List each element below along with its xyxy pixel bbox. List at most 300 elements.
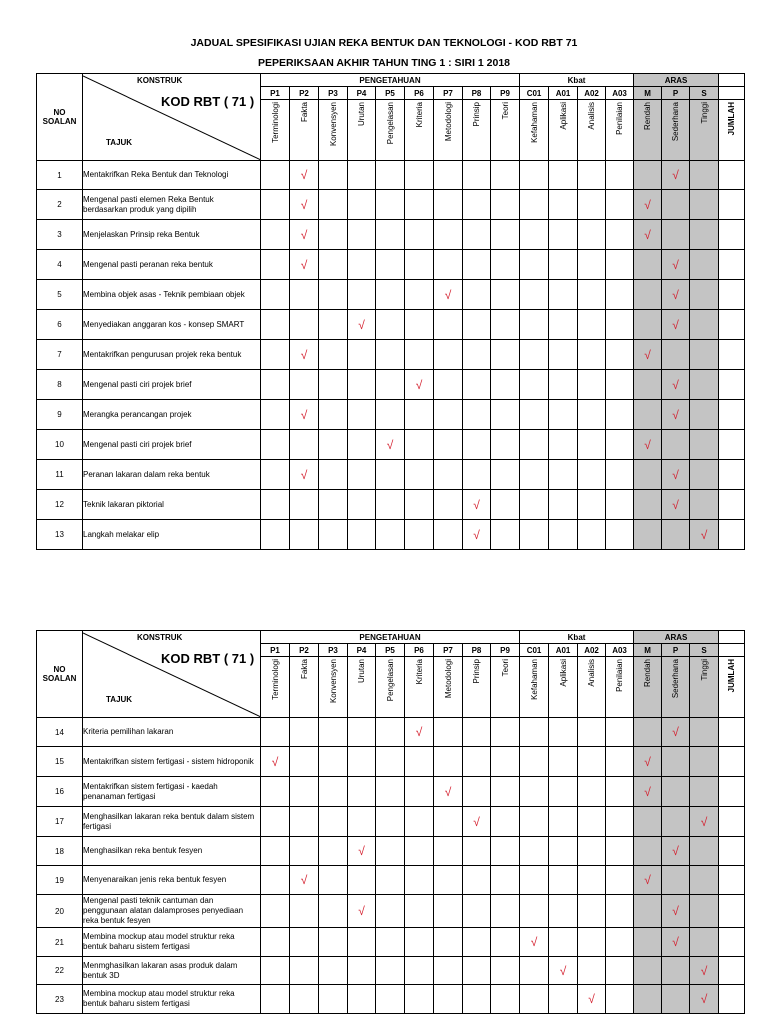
jumlah-label: JUMLAH (727, 659, 737, 693)
mark-cell (491, 280, 520, 310)
mark-cell (578, 161, 606, 190)
table-row (37, 777, 768, 807)
mark-cell (690, 161, 719, 190)
mark-cell (261, 520, 290, 550)
mark-cell (290, 807, 319, 837)
group-header-row (37, 631, 768, 644)
mark-cell (261, 250, 290, 280)
mark-cell (319, 400, 348, 430)
document-subtitle: PEPERIKSAAN AKHIR TAHUN TING 1 : SIRI 1 2018 (257, 57, 511, 69)
mark-cell (578, 895, 606, 928)
mark-cell (376, 190, 405, 220)
mark-cell (348, 520, 376, 550)
no-soalan-header: NO SOALAN (37, 631, 83, 718)
label-text: Sederhana (671, 102, 681, 142)
mark-cell (434, 490, 463, 520)
label-text: Urutan (357, 102, 366, 127)
mark-cell (491, 340, 520, 370)
label-fakta (290, 100, 319, 161)
table-row (37, 837, 768, 866)
mark-cell (634, 807, 662, 837)
kbat-header: Kbat (520, 631, 634, 644)
label-metodologi (434, 657, 463, 718)
mark-cell (376, 520, 405, 550)
code-p1: P1 (261, 644, 290, 657)
mark-cell (463, 866, 491, 895)
tajuk-label: TAJUK (106, 695, 133, 704)
mark-cell (520, 161, 549, 190)
mark-cell (662, 310, 690, 340)
mark-cell (578, 985, 606, 1014)
mark-cell (662, 400, 690, 430)
jumlah-cell (719, 370, 745, 400)
jumlah-cell (719, 866, 745, 895)
check-mark: √ (644, 784, 651, 799)
mark-cell (690, 895, 719, 928)
mark-cell (376, 370, 405, 400)
mark-cell (376, 807, 405, 837)
mark-cell (606, 490, 634, 520)
mark-cell (634, 161, 662, 190)
mark-cell (463, 520, 491, 550)
mark-cell (261, 490, 290, 520)
question-number: 22 (37, 957, 83, 985)
diagonal-divider (83, 631, 261, 717)
mark-cell (491, 928, 520, 957)
mark-cell (348, 866, 376, 895)
mark-cell (405, 310, 434, 340)
label-kefahaman (520, 100, 549, 161)
mark-cell (690, 250, 719, 280)
mark-cell (434, 400, 463, 430)
check-mark: √ (386, 437, 394, 452)
jumlah-label: JUMLAH (727, 102, 737, 136)
check-mark: √ (300, 467, 308, 482)
mark-cell (690, 777, 719, 807)
mark-cell (463, 928, 491, 957)
mark-cell (578, 460, 606, 490)
mark-cell (434, 807, 463, 837)
mark-cell (662, 807, 690, 837)
mark-cell (261, 340, 290, 370)
label-text: Analisis (587, 102, 597, 130)
jumlah-cell (719, 250, 745, 280)
label-sederhana (662, 100, 690, 161)
table-row (37, 490, 768, 520)
code-p8: P8 (463, 644, 491, 657)
label-text: Konvensyen (328, 102, 338, 147)
jumlah-cell (719, 460, 745, 490)
jumlah-header (719, 100, 745, 161)
mark-cell (520, 747, 549, 777)
table-row (37, 460, 768, 490)
check-mark: √ (672, 257, 679, 272)
table-row (37, 928, 768, 957)
mark-cell (405, 957, 434, 985)
label-text: Prinsip (472, 659, 481, 684)
table-row (37, 370, 768, 400)
label-text: Tinggi (699, 659, 709, 681)
check-mark: √ (415, 377, 423, 392)
mark-cell (434, 747, 463, 777)
check-mark: √ (644, 873, 651, 887)
mark-cell (690, 520, 719, 550)
mark-cell (578, 220, 606, 250)
code-c01: C01 (520, 644, 549, 657)
mark-cell (578, 928, 606, 957)
mark-cell (261, 807, 290, 837)
konstruk-tajuk-header (83, 74, 261, 161)
label-rendah (634, 100, 662, 161)
check-mark: √ (644, 754, 651, 769)
mark-cell (549, 866, 578, 895)
label-text: Penilaian (615, 102, 625, 135)
mark-cell (434, 985, 463, 1014)
table-row (37, 520, 768, 550)
mark-cell (261, 777, 290, 807)
mark-cell (319, 430, 348, 460)
mark-cell (348, 340, 376, 370)
mark-cell (376, 957, 405, 985)
mark-cell (578, 250, 606, 280)
label-analisis (578, 657, 606, 718)
mark-cell (463, 310, 491, 340)
mark-cell (690, 866, 719, 895)
mark-cell (290, 161, 319, 190)
mark-cell (634, 340, 662, 370)
mark-cell (578, 400, 606, 430)
mark-cell (662, 718, 690, 747)
jumlah-cell (719, 718, 745, 747)
label-text: Metodologi (443, 659, 453, 699)
mark-cell (348, 370, 376, 400)
mark-cell (261, 747, 290, 777)
mark-cell (491, 490, 520, 520)
mark-cell (549, 190, 578, 220)
mark-cell (405, 777, 434, 807)
table-row (37, 220, 768, 250)
mark-cell (606, 747, 634, 777)
jumlah-cell (719, 400, 745, 430)
jumlah-cell (719, 190, 745, 220)
jumlah-cell (719, 520, 745, 550)
table-row (37, 718, 768, 747)
code-p3: P3 (319, 87, 348, 100)
question-number: 10 (37, 430, 83, 460)
mark-cell (578, 747, 606, 777)
mark-cell (662, 220, 690, 250)
question-topic: Mengenal pasti elemen Reka Bentuk berdasarkan produk yang dipilih (83, 190, 261, 220)
mark-cell (376, 777, 405, 807)
code-p: P (662, 87, 690, 100)
mark-cell (348, 250, 376, 280)
mark-cell (690, 370, 719, 400)
label-tinggi (690, 100, 719, 161)
mark-cell (319, 250, 348, 280)
mark-cell (634, 957, 662, 985)
mark-cell (634, 837, 662, 866)
mark-cell (405, 250, 434, 280)
check-mark: √ (644, 347, 651, 362)
mark-cell (578, 866, 606, 895)
mark-cell (690, 985, 719, 1014)
question-topic: Mengenal pasti teknik cantuman dan penggunaan alatan dalamproses penyediaan reka bentuk fesyen (83, 895, 261, 928)
mark-cell (606, 928, 634, 957)
check-mark: √ (672, 168, 679, 182)
mark-cell (491, 430, 520, 460)
mark-cell (348, 747, 376, 777)
label-konvensyen (319, 100, 348, 161)
mark-cell (662, 370, 690, 400)
mark-cell (319, 807, 348, 837)
question-number: 9 (37, 400, 83, 430)
check-mark: √ (700, 963, 708, 978)
label-kriteria (405, 100, 434, 161)
mark-cell (578, 837, 606, 866)
mark-cell (549, 747, 578, 777)
code-p5: P5 (376, 644, 405, 657)
mark-cell (405, 280, 434, 310)
tajuk-label: TAJUK (106, 138, 133, 147)
check-mark: √ (300, 257, 308, 272)
mark-cell (463, 957, 491, 985)
label-text: Kefahaman (529, 659, 539, 700)
label-teori (491, 100, 520, 161)
code-m: M (634, 644, 662, 657)
mark-cell (376, 400, 405, 430)
label-text: Terminologi (270, 659, 280, 700)
code-a02: A02 (578, 87, 606, 100)
mark-cell (690, 310, 719, 340)
table-row (37, 250, 768, 280)
mark-cell (690, 340, 719, 370)
label-text: Teori (500, 659, 510, 677)
mark-cell (463, 161, 491, 190)
mark-cell (520, 190, 549, 220)
question-topic: Langkah melakar elip (83, 520, 261, 550)
mark-cell (376, 928, 405, 957)
mark-cell (463, 400, 491, 430)
mark-cell (690, 400, 719, 430)
mark-cell (491, 807, 520, 837)
mark-cell (606, 400, 634, 430)
mark-cell (520, 837, 549, 866)
mark-cell (578, 190, 606, 220)
mark-cell (405, 400, 434, 430)
check-mark: √ (358, 317, 365, 332)
mark-cell (434, 310, 463, 340)
jumlah-cell (719, 777, 745, 807)
mark-cell (549, 220, 578, 250)
mark-cell (549, 161, 578, 190)
mark-cell (634, 190, 662, 220)
table-row (37, 190, 768, 220)
mark-cell (405, 161, 434, 190)
label-penilaian (606, 657, 634, 718)
question-topic: Menjelaskan Prinsip reka Bentuk (83, 220, 261, 250)
mark-cell (348, 895, 376, 928)
mark-cell (434, 866, 463, 895)
code-s: S (690, 644, 719, 657)
label-text: Penilaian (615, 659, 625, 692)
mark-cell (290, 928, 319, 957)
code-p4: P4 (348, 644, 376, 657)
mark-cell (491, 460, 520, 490)
code-p8: P8 (463, 87, 491, 100)
check-mark: √ (672, 725, 679, 739)
mark-cell (662, 928, 690, 957)
mark-cell (405, 747, 434, 777)
mark-cell (549, 957, 578, 985)
label-text: Terminologi (270, 102, 280, 143)
mark-cell (319, 310, 348, 340)
question-number: 19 (37, 866, 83, 895)
konstruk-label: KONSTRUK (137, 76, 183, 85)
mark-cell (690, 807, 719, 837)
mark-cell (463, 747, 491, 777)
code-p4: P4 (348, 87, 376, 100)
mark-cell (606, 340, 634, 370)
mark-cell (634, 370, 662, 400)
question-topic: Mentakrifkan Reka Bentuk dan Teknologi (83, 161, 261, 190)
mark-cell (491, 520, 520, 550)
mark-cell (290, 777, 319, 807)
label-text: Urutan (357, 659, 366, 684)
mark-cell (405, 837, 434, 866)
table-row (37, 310, 768, 340)
label-fakta (290, 657, 319, 718)
code-a01: A01 (549, 644, 578, 657)
mark-cell (634, 220, 662, 250)
question-number: 7 (37, 340, 83, 370)
question-number: 5 (37, 280, 83, 310)
mark-cell (319, 928, 348, 957)
mark-cell (578, 340, 606, 370)
code-a02: A02 (578, 644, 606, 657)
label-kefahaman (520, 657, 549, 718)
label-aplikasi (549, 657, 578, 718)
mark-cell (520, 310, 549, 340)
mark-cell (348, 807, 376, 837)
check-mark: √ (672, 935, 679, 949)
label-teori (491, 657, 520, 718)
table-row (37, 400, 768, 430)
mark-cell (578, 520, 606, 550)
label-urutan (348, 657, 376, 718)
mark-cell (606, 837, 634, 866)
mark-cell (405, 985, 434, 1014)
mark-cell (319, 957, 348, 985)
mark-cell (405, 866, 434, 895)
mark-cell (690, 280, 719, 310)
mark-cell (606, 430, 634, 460)
mark-cell (463, 460, 491, 490)
mark-cell (606, 807, 634, 837)
mark-cell (634, 866, 662, 895)
jumlah-cell (719, 280, 745, 310)
check-mark: √ (300, 197, 308, 212)
code-p2: P2 (290, 644, 319, 657)
mark-cell (348, 220, 376, 250)
mark-cell (434, 520, 463, 550)
mark-cell (606, 370, 634, 400)
mark-cell (606, 460, 634, 490)
mark-cell (662, 747, 690, 777)
mark-cell (634, 460, 662, 490)
mark-cell (634, 895, 662, 928)
mark-cell (434, 340, 463, 370)
mark-cell (520, 928, 549, 957)
mark-cell (634, 250, 662, 280)
mark-cell (578, 370, 606, 400)
check-mark: √ (672, 844, 679, 858)
mark-cell (261, 190, 290, 220)
mark-cell (290, 866, 319, 895)
mark-cell (290, 310, 319, 340)
mark-cell (434, 460, 463, 490)
check-mark: √ (700, 527, 708, 542)
jumlah-cell (719, 985, 745, 1014)
mark-cell (405, 520, 434, 550)
mark-cell (290, 250, 319, 280)
question-number: 18 (37, 837, 83, 866)
mark-cell (634, 280, 662, 310)
question-number: 4 (37, 250, 83, 280)
code-p9: P9 (491, 644, 520, 657)
kbat-header: Kbat (520, 74, 634, 87)
mark-cell (690, 837, 719, 866)
mark-cell (578, 718, 606, 747)
mark-cell (319, 190, 348, 220)
mark-cell (634, 430, 662, 460)
mark-cell (606, 161, 634, 190)
mark-cell (463, 807, 491, 837)
mark-cell (434, 895, 463, 928)
mark-cell (348, 718, 376, 747)
mark-cell (520, 340, 549, 370)
question-topic: Membina mockup atau model struktur reka bentuk baharu sistem fertigasi (83, 985, 261, 1014)
mark-cell (578, 280, 606, 310)
mark-cell (319, 490, 348, 520)
mark-cell (405, 807, 434, 837)
mark-cell (662, 895, 690, 928)
mark-cell (376, 837, 405, 866)
mark-cell (348, 460, 376, 490)
label-text: Rendah (643, 659, 653, 688)
mark-cell (520, 250, 549, 280)
mark-cell (690, 957, 719, 985)
mark-cell (405, 718, 434, 747)
mark-cell (290, 220, 319, 250)
mark-cell (549, 310, 578, 340)
jumlah-code-blank (719, 644, 745, 657)
mark-cell (290, 280, 319, 310)
mark-cell (261, 837, 290, 866)
mark-cell (319, 280, 348, 310)
mark-cell (434, 430, 463, 460)
question-number: 11 (37, 460, 83, 490)
label-text: Konvensyen (328, 659, 338, 704)
code-p2: P2 (290, 87, 319, 100)
mark-cell (376, 895, 405, 928)
mark-cell (549, 400, 578, 430)
mark-cell (434, 777, 463, 807)
mark-cell (261, 280, 290, 310)
mark-cell (690, 928, 719, 957)
jumlah-cell (719, 161, 745, 190)
question-topic: Teknik lakaran piktorial (83, 490, 261, 520)
check-mark: √ (588, 992, 595, 1006)
